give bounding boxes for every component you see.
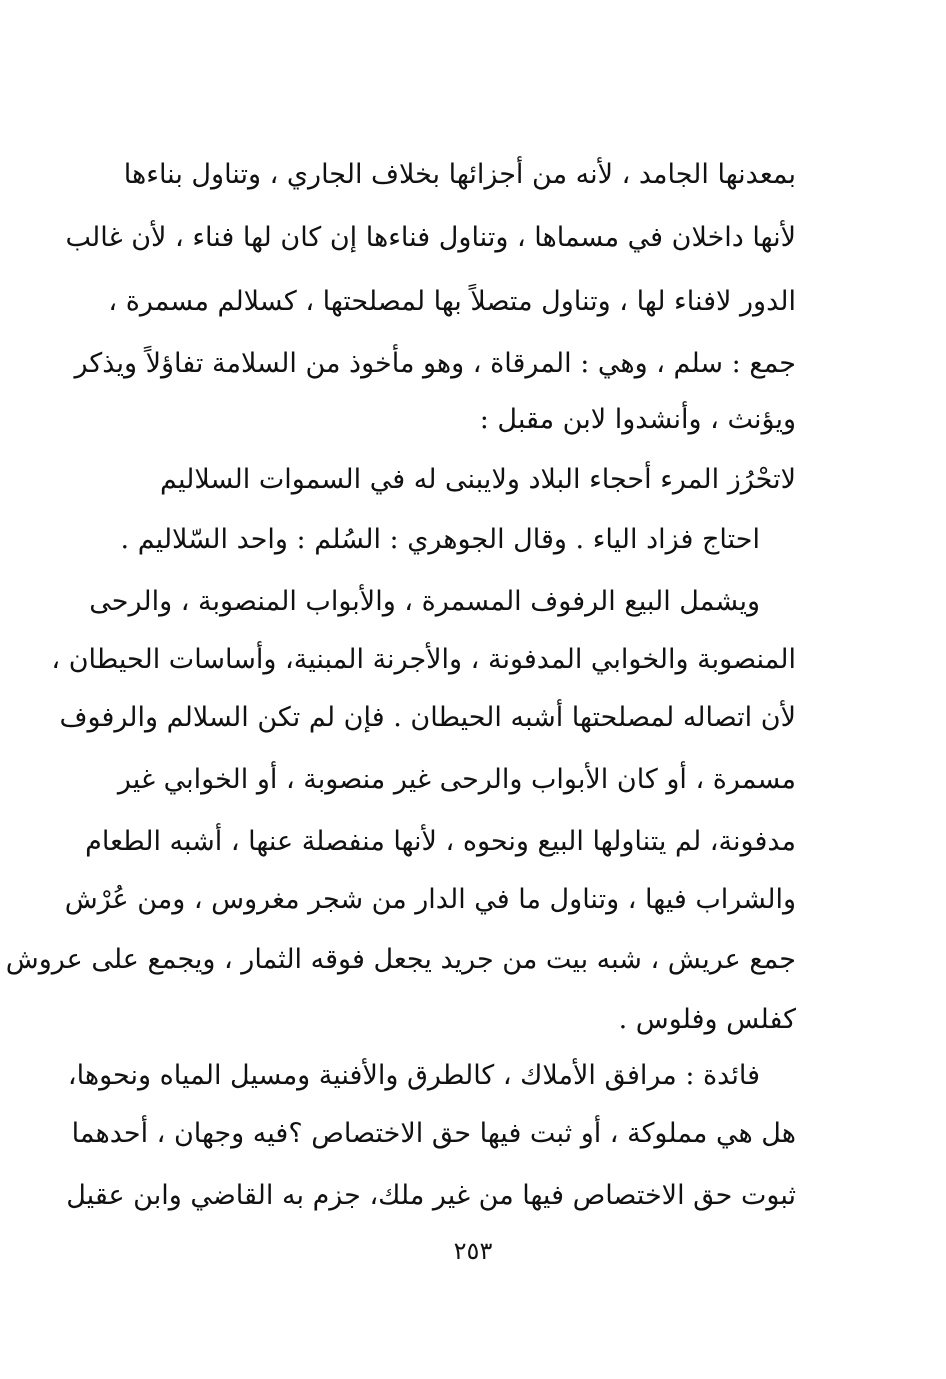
text-line: لأنها داخلان في مسماها ، وتناول فناءها إن كان لها فناء ، لأن غالب xyxy=(65,222,796,253)
text-line: بمعدنها الجامد ، لأنه من أجزائها بخلاف الجاري ، وتناول بناءها xyxy=(123,159,796,190)
text-line: المنصوبة والخوابي المدفونة ، والأجرنة المبنية، وأساسات الحيطان ، xyxy=(51,644,796,675)
text-line: والشراب فيها ، وتناول ما في الدار من شجر مغروس ، ومن عُرْش xyxy=(64,884,796,915)
text-line: هل هي مملوكة ، أو ثبت فيها حق الاختصاص ؟فيه وجهان ، أحدهما xyxy=(71,1118,796,1149)
text-line: مسمرة ، أو كان الأبواب والرحى غير منصوبة ، أو الخوابي غير xyxy=(117,764,796,795)
verse-first-hemistich: لاتحْرُز المرء أحجاء البلاد ولا xyxy=(491,464,796,495)
text-line: لأن اتصاله لمصلحتها أشبه الحيطان . فإن لم تكن السلالم والرفوف xyxy=(59,702,796,733)
text-line: مدفونة، لم يتناولها البيع ونحوه ، لأنها منفصلة عنها ، أشبه الطعام xyxy=(85,826,796,857)
paragraph-first-line: ويشمل البيع الرفوف المسمرة ، والأبواب المنصوبة ، والرحى xyxy=(89,586,760,617)
text-line: جمع عريش ، شبه بيت من جريد يجعل فوقه الثمار ، ويجمع على عروش xyxy=(5,944,796,975)
paragraph-first-line: فائدة : مرافق الأملاك ، كالطرق والأفنية ومسيل المياه ونحوها، xyxy=(67,1060,760,1091)
text-line: ثبوت حق الاختصاص فيها من غير ملك، جزم به القاضي وابن عقيل xyxy=(66,1180,796,1211)
verse-second-hemistich: يبنى له في السموات السلاليم xyxy=(160,464,492,495)
text-line: كفلس وفلوس . xyxy=(618,1004,796,1035)
text-line: ويؤنث ، وأنشدوا لابن مقبل : xyxy=(479,404,796,435)
text-line: احتاج فزاد الياء . وقال الجوهري : السُلم : واحد السّلاليم . xyxy=(120,524,760,555)
text-line: الدور لافناء لها ، وتناول متصلاً بها لمصلحتها ، كسلالم مسمرة ، xyxy=(108,286,796,317)
page-number: ٢٥٣ xyxy=(453,1237,493,1265)
text-line: جمع : سلم ، وهي : المرقاة ، وهو مأخوذ من السلامة تفاؤلاً ويذكر xyxy=(74,348,796,379)
